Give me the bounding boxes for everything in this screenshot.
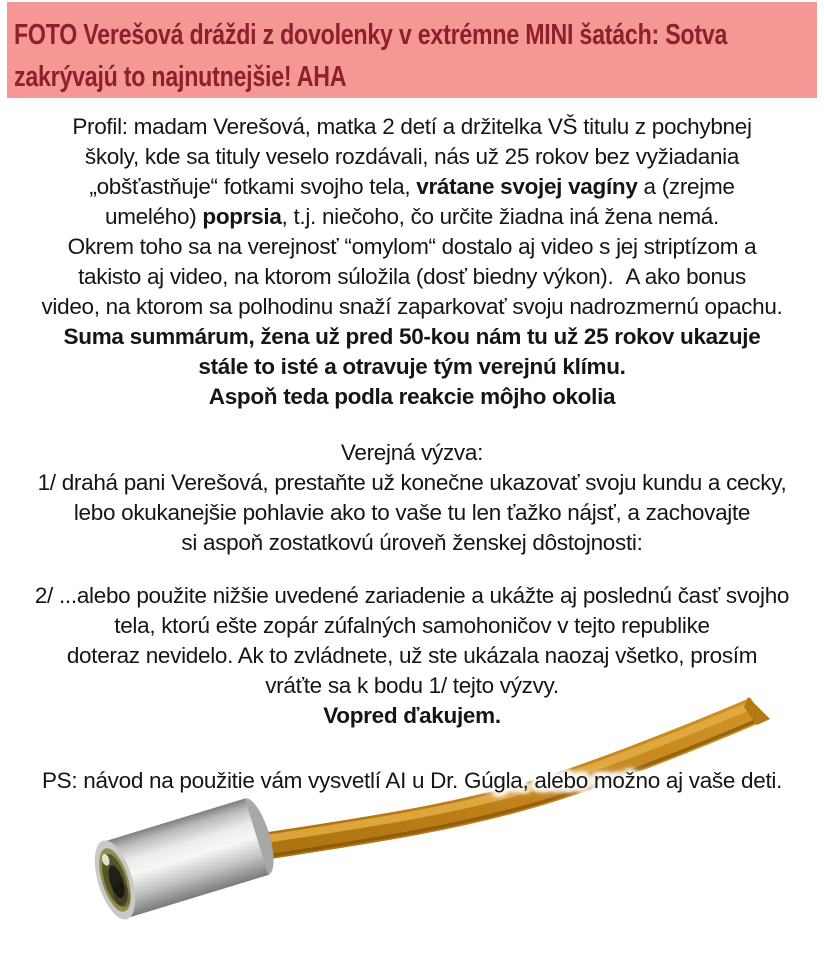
- public-appeal-paragraph: Verejná výzva: 1/ drahá pani Verešová, prestaňte už konečne ukazovať svoju kundu a cecky, lebo okukanejšie pohlavie ako to vaše tu len ťažko nájsť, a zachovajte si aspoň zostatkovú úroveň ženskej dôstojnosti:: [37, 440, 787, 555]
- profile-paragraph: Profil: madam Verešová, matka 2 detí a držitelka VŠ titulu z pochybnej školy, kde sa tituly veselo rozdávali, nás už 25 rokov bez vyžiadania „obšťastňuje“ fotkami svojho tela, vrátane svojej vagíny a (zrejme umelého) poprsia, t.j. niečoho, čo určite žiadna iná žena nemá. Okrem toho sa na verejnosť “omylom“ dostalo aj video s jej striptízom a takisto aj video, na ktorom súložila (dosť biedny výkon). A ako bonus video, na ktorom sa polhodinu snaží zaparkovať svoju nadrozmernú opachu. Suma summárum, žena už pred 50-kou nám tu už 25 rokov ukazuje stále to isté a otravuje tým verejnú klímu. Aspoň teda podla reakcie môjho okolia: [41, 114, 783, 409]
- headline-line-2: zakrývajú to najnutnejšie! AHA: [14, 61, 347, 93]
- camera-head: [87, 794, 281, 924]
- ps-line: PS: návod na použitie vám vysvetlí AI u Dr. Gúgla, alebo možno aj vaše deti.: [41, 768, 783, 793]
- point-two-paragraph: 2/ ...alebo použite nižšie uvedené zariadenie a ukážte aj poslednú časť svojho tela, ktorú ešte zopár zúfalných samohoničov v tejto republike doteraz nevidelo. Ak to zvládnete, už ste ukázala naozaj všetko, prosím vráťte sa k bodu 1/ tejto výzvy. Vopred ďakujem.: [34, 583, 790, 728]
- headline-line-1: FOTO Verešová dráždi z dovolenky v extrémne MINI šatách: Sotva: [14, 19, 728, 51]
